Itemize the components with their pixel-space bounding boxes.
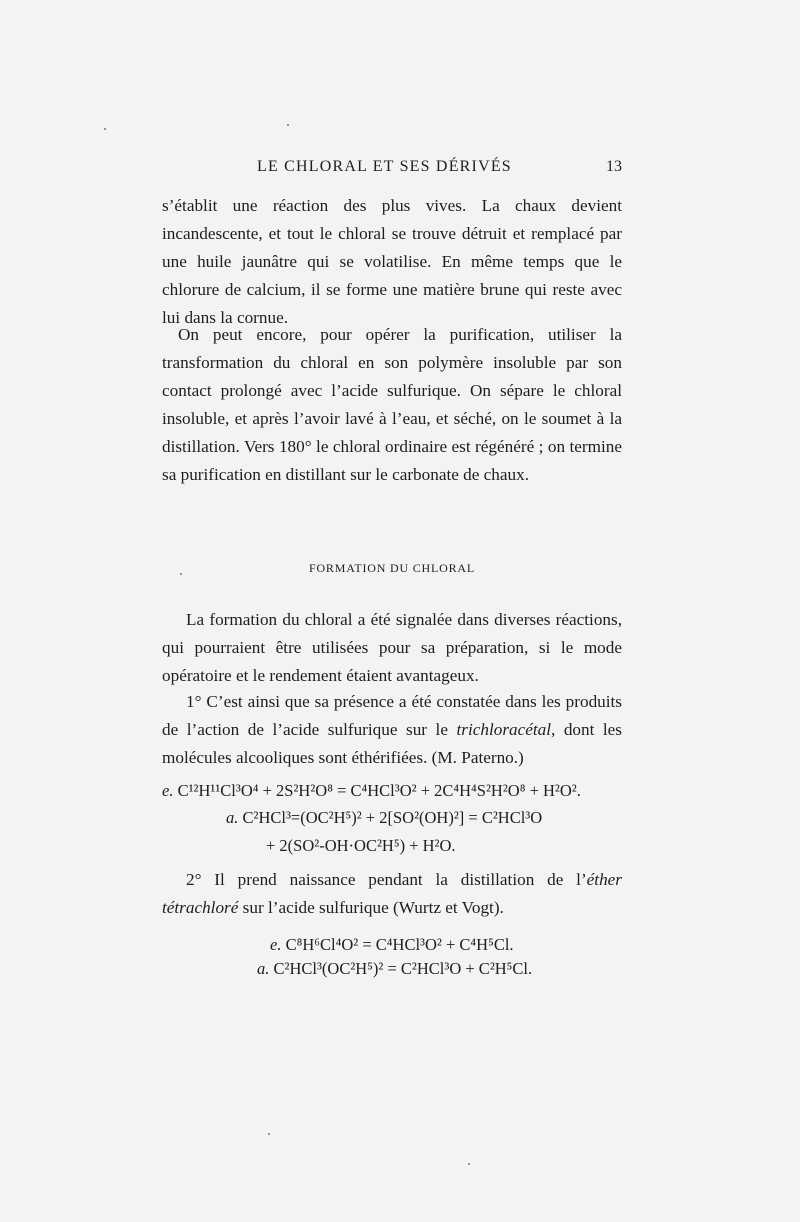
paragraph-4-text-a: 1° C’est ainsi que sa présence a été constatée dans les produits de l’action de l’acide sulfurique sur le xyxy=(162,692,622,739)
paper-speck xyxy=(180,573,182,575)
equation-4-label: e. xyxy=(270,935,282,954)
paragraph-4 xyxy=(162,688,622,772)
equation-2-label: a. xyxy=(226,808,239,827)
equation-4-formula: C⁸H⁶Cl⁴O² = C⁴HCl³O² + C⁴H⁵Cl. xyxy=(285,935,514,954)
paper-speck xyxy=(268,1133,270,1135)
paper-speck xyxy=(287,124,289,126)
equation-3-formula: + 2(SO²-OH·OC²H⁵) + H²O. xyxy=(266,836,456,855)
equation-5-formula: C²HCl³(OC²H⁵)² = C²HCl³O + C²H⁵Cl. xyxy=(273,959,533,978)
paper-speck xyxy=(468,1163,470,1165)
equation-1 xyxy=(162,781,581,801)
paragraph-5-text-a: 2° Il prend naissance pendant la distillation de l’ xyxy=(186,870,587,889)
paragraph-3: La formation du chloral a été signalée dans diverses réactions, qui pourraient être utilisées pour sa préparation, si le mode opératoire et le rendement étaient avantageux. xyxy=(162,610,622,685)
paragraph-1: s’établit une réaction des plus vives. La chaux devient incandescente, et tout le chloral se trouve détruit et remplacé par une huile jaunâtre qui se volatilise. En même temps que le chlorure de calcium, il se forme une matière brune qui reste avec lui dans la cornue. xyxy=(162,196,622,327)
equation-5 xyxy=(257,959,532,979)
section-heading: FORMATION DU CHLORAL xyxy=(308,561,475,575)
page-header xyxy=(162,158,622,182)
paragraph-2: On peut encore, pour opérer la purification, utiliser la transformation du chloral en son polymère insoluble par son contact prolongé avec l’acide sulfurique. On sépare le chloral insoluble, et après l’avoir lavé à l’eau, et séché, on le soumet à la distillation. Vers 180° le chloral ordinaire est régénéré ; on termine sa purification en distillant sur le carbonate de chaux. xyxy=(162,325,622,484)
page-number: 13 xyxy=(606,158,622,175)
paragraph-5 xyxy=(162,866,622,922)
equation-4 xyxy=(270,935,514,955)
paragraph-5-italic: éther tétrachloré xyxy=(162,870,622,917)
equation-1-label: e. xyxy=(162,781,174,800)
equation-3 xyxy=(266,836,456,856)
equation-1-formula: C¹²H¹¹Cl³O⁴ + 2S²H²O⁸ = C⁴HCl³O² + 2C⁴H⁴S²H²O⁸ + H²O². xyxy=(177,781,581,800)
running-title: LE CHLORAL ET SES DÉRIVÉS xyxy=(257,158,512,175)
equation-2-formula: C²HCl³=(OC²H⁵)² + 2[SO²(OH)²] = C²HCl³O xyxy=(242,808,543,827)
equation-5-label: a. xyxy=(257,959,270,978)
paper-speck xyxy=(104,128,106,130)
paragraph-4-italic: trichloracétal xyxy=(456,720,551,739)
paragraph-5-text-b: sur l’acide sulfurique (Wurtz et Vogt). xyxy=(238,898,504,917)
equation-2 xyxy=(226,808,542,828)
paragraph-4-text-b: , dont les molécules alcooliques sont éthérifiées. (M. Paterno.) xyxy=(162,720,622,767)
